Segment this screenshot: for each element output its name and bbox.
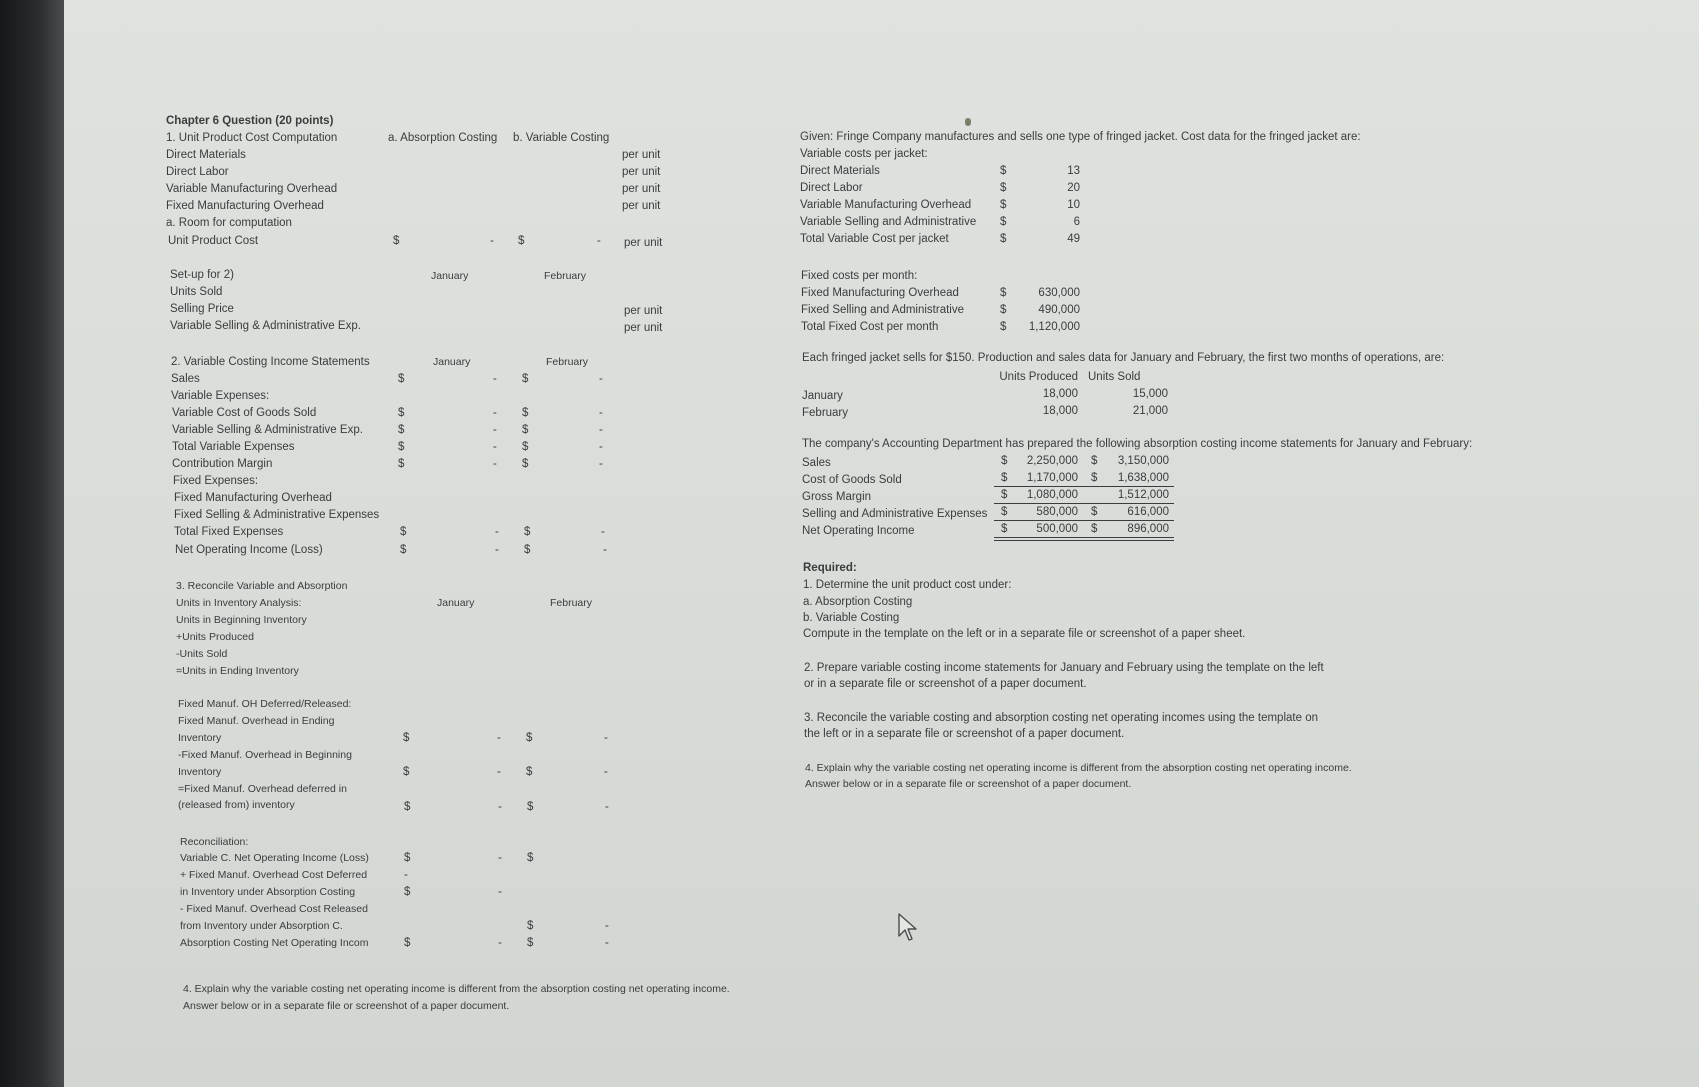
dollar-sign: $ [526,732,533,744]
dash-cell[interactable]: - [604,766,608,778]
fixed-costs-heading: Fixed costs per month: [801,270,918,282]
s2-jan-header: January [433,356,471,368]
row-var-noi[interactable]: Variable C. Net Operating Income (Loss) [180,852,369,864]
reconciliation-heading: Reconciliation: [180,836,249,848]
dollar-sign: $ [524,526,531,538]
dash-cell[interactable]: - [597,235,601,247]
per-unit-label: per unit [622,149,661,161]
dash-cell[interactable]: - [601,526,605,538]
var-item-value: 6 [1073,216,1080,228]
dollar-sign: $ [393,235,400,247]
dollar-sign: $ [1000,287,1007,299]
subtotal-rule [994,486,1174,487]
dollar-sign: $ [1000,321,1007,333]
var-item-label: Variable Manufacturing Overhead [800,199,972,211]
dollar-sign: $ [527,937,534,949]
row-unit-product-cost[interactable]: Unit Product Cost [168,235,259,247]
dollar-sign: $ [398,441,405,453]
row-selling-price[interactable]: Selling Price [170,303,234,315]
row-fixed-expenses[interactable]: Fixed Expenses: [173,475,259,487]
abs-feb-value: 1,512,000 [1117,489,1169,501]
var-item-label: Direct Materials [800,165,880,177]
dash-cell[interactable]: - [498,886,502,898]
dollar-sign: $ [1001,506,1008,518]
row-net-operating-income[interactable]: Net Operating Income (Loss) [175,544,323,556]
row-from-inventory-absorption[interactable]: from Inventory under Absorption C. [180,920,343,932]
var-item-value: 49 [1067,233,1080,245]
required-line: a. Absorption Costing [803,596,913,608]
row-units-sold-rec[interactable]: -Units Sold [176,648,228,660]
dollar-sign: $ [518,235,525,247]
required-line: Answer below or in a separate file or screenshot of a paper document. [805,778,1132,790]
dollar-sign: $ [398,424,405,436]
prod-month: January [802,390,843,402]
dollar-sign: $ [1000,233,1007,245]
fixed-item-value: 630,000 [1038,287,1080,299]
var-item-label: Direct Labor [800,182,863,194]
given-text: Given: Fringe Company manufactures and sells one type of fringed jacket. Cost data for the fringed jacket are: [800,131,1361,143]
per-unit-label: per unit [622,183,661,195]
variable-col-header: b. Variable Costing [513,132,610,144]
abs-feb-value: 1,638,000 [1117,472,1169,484]
row-total-fixed-exp[interactable]: Total Fixed Expenses [174,526,284,538]
prod-month: February [802,407,849,419]
prod-sold: 15,000 [1132,388,1168,400]
accounting-text: The company's Accounting Department has prepared the following absorption costing income statements for January and February: [802,438,1473,450]
dollar-sign: $ [404,886,411,898]
row-units-produced[interactable]: +Units Produced [176,631,254,643]
dash-cell[interactable]: - [605,937,609,949]
sells-text: Each fringed jacket sells for $150. Production and sales data for January and February, the first two months of operations, are: [802,352,1445,364]
abs-label: Gross Margin [802,491,872,503]
dash-cell[interactable]: - [493,458,497,470]
absorption-col-header: a. Absorption Costing [388,132,498,144]
row-units-inventory-analysis[interactable]: Units in Inventory Analysis: [176,597,302,609]
required-line: the left or in a separate file or screenshot of a paper document. [804,728,1125,740]
var-item-label: Variable Selling and Administrative [800,216,977,228]
dollar-sign: $ [527,920,534,932]
s3-jan-header: January [437,597,475,609]
row-total-var-exp[interactable]: Total Variable Expenses [172,441,295,453]
dash-cell[interactable]: - [498,852,502,864]
row-fixed-sa-exp[interactable]: Fixed Selling & Administrative Expenses [174,509,380,521]
fixed-item-value: 1,120,000 [1028,321,1080,333]
dollar-sign: $ [1001,489,1008,501]
row-var-cogs[interactable]: Variable Cost of Goods Sold [172,407,317,419]
dollar-sign: $ [527,801,534,813]
abs-label: Sales [802,457,831,469]
dash-cell[interactable]: - [493,407,497,419]
row-inventory[interactable]: Inventory [178,732,222,744]
abs-jan-value: 580,000 [1036,506,1078,518]
dollar-sign: $ [404,852,411,864]
s2-feb-header: February [546,356,589,368]
row-inventory[interactable]: Inventory [178,766,222,778]
dash-cell[interactable]: - [490,235,494,247]
fixed-item-label: Fixed Selling and Administrative [801,304,964,316]
dash-cell[interactable]: - [493,373,497,385]
dash-cell[interactable]: - [498,801,502,813]
fixed-item-label: Total Fixed Cost per month [801,321,939,333]
section3-heading: 3. Reconcile Variable and Absorption [176,580,348,592]
dollar-sign: $ [398,458,405,470]
per-unit-label: per unit [622,200,661,212]
per-unit-label: per unit [622,166,661,178]
dash-cell[interactable]: - [605,920,609,932]
abs-label: Net Operating Income [802,525,915,537]
decorative-dot [965,118,971,126]
section4-line2: Answer below or in a separate file or screenshot of a paper document. [183,1000,510,1012]
dollar-sign: $ [1091,455,1098,467]
units-sold-header: Units Sold [1088,371,1141,383]
abs-feb-value: 616,000 [1127,506,1169,518]
section1-heading: 1. Unit Product Cost Computation [166,132,338,144]
required-line: 2. Prepare variable costing income statements for January and February using the template on the left [804,662,1324,674]
setup-heading: Set-up for 2) [170,269,234,281]
dollar-sign: $ [1000,199,1007,211]
dollar-sign: $ [526,766,533,778]
dollar-sign: $ [1091,506,1098,518]
subtotal-rule [994,520,1174,521]
required-line: 1. Determine the unit product cost under: [803,579,1012,591]
required-line: b. Variable Costing [803,612,900,624]
dollar-sign: $ [1091,472,1098,484]
row-in-inventory-absorption[interactable]: in Inventory under Absorption Costing [180,886,356,898]
mouse-pointer-icon [897,912,919,942]
dash-cell[interactable]: - [497,766,501,778]
row-fixed-oh-cost-released[interactable]: - Fixed Manuf. Overhead Cost Released [180,903,368,915]
s3-feb-header: February [550,597,593,609]
row-released-from-inv[interactable]: (released from) inventory [178,799,295,811]
prod-produced: 18,000 [1042,388,1078,400]
dash-cell[interactable]: - [404,869,408,881]
required-line: 3. Reconcile the variable costing and absorption costing net operating incomes using the template on [804,712,1318,724]
setup-feb-header: February [544,270,587,282]
var-item-value: 13 [1067,165,1080,177]
row-fixed-mfg-oh[interactable]: Fixed Manufacturing Overhead [166,200,324,212]
row-absorption-noi[interactable]: Absorption Costing Net Operating Incom [180,937,369,949]
question-title: Chapter 6 Question (20 points) [166,115,334,127]
prod-sold: 21,000 [1132,405,1168,417]
dollar-sign: $ [404,801,411,813]
dollar-sign: $ [400,526,407,538]
dollar-sign: $ [398,407,405,419]
monitor-bezel [0,0,64,1087]
dollar-sign: $ [522,458,529,470]
row-direct-labor[interactable]: Direct Labor [166,166,229,178]
abs-jan-value: 2,250,000 [1026,455,1078,467]
dollar-sign: $ [522,424,529,436]
dash-cell[interactable]: - [599,424,603,436]
row-room-for-computation[interactable]: a. Room for computation [166,217,292,229]
dollar-sign: $ [522,407,529,419]
row-contribution-margin[interactable]: Contribution Margin [172,458,273,470]
row-variable-expenses[interactable]: Variable Expenses: [171,390,270,402]
row-fixed-mfg-oh-exp[interactable]: Fixed Manufacturing Overhead [174,492,332,504]
dollar-sign: $ [404,937,411,949]
dash-cell[interactable]: - [495,526,499,538]
row-fixed-oh-deferred-in[interactable]: =Fixed Manuf. Overhead deferred in [178,783,347,795]
var-item-label: Total Variable Cost per jacket [800,233,949,245]
fixed-item-value: 490,000 [1038,304,1080,316]
dollar-sign: $ [524,544,531,556]
fixed-item-label: Fixed Manufacturing Overhead [801,287,959,299]
total-double-rule [994,540,1174,541]
required-heading: Required: [803,562,857,574]
dollar-sign: $ [522,373,529,385]
dollar-sign: $ [1000,182,1007,194]
row-units-beginning-inv[interactable]: Units in Beginning Inventory [176,614,307,626]
dollar-sign: $ [1000,216,1007,228]
row-variable-mfg-oh[interactable]: Variable Manufacturing Overhead [166,183,338,195]
required-line: 4. Explain why the variable costing net operating income is different from the absorption costing net operating income. [805,762,1352,774]
row-units-sold[interactable]: Units Sold [170,286,223,298]
section4-line1: 4. Explain why the variable costing net operating income is different from the absorption costing net operating income. [183,983,730,995]
required-line: or in a separate file or screenshot of a paper document. [804,678,1087,690]
abs-label: Cost of Goods Sold [802,474,902,486]
dash-cell[interactable]: - [495,544,499,556]
per-unit-label: per unit [624,322,663,334]
dollar-sign: $ [1001,523,1008,535]
row-units-ending-inv[interactable]: =Units in Ending Inventory [176,665,299,677]
dash-cell[interactable]: - [599,458,603,470]
dash-cell[interactable]: - [498,937,502,949]
dash-cell[interactable]: - [603,544,607,556]
section2-heading: 2. Variable Costing Income Statements [171,356,370,368]
dollar-sign: $ [398,373,405,385]
dash-cell[interactable]: - [599,407,603,419]
dash-cell[interactable]: - [604,732,608,744]
abs-feb-value: 3,150,000 [1117,455,1169,467]
dollar-sign: $ [400,544,407,556]
variable-costs-heading: Variable costs per jacket: [800,148,928,160]
dollar-sign: $ [1091,523,1098,535]
row-var-selling-admin[interactable]: Variable Selling & Administrative Exp. [170,320,361,332]
row-fixed-oh-beginning[interactable]: -Fixed Manuf. Overhead in Beginning [178,749,352,761]
dash-cell[interactable]: - [493,441,497,453]
per-unit-label: per unit [624,305,663,317]
var-item-value: 20 [1067,182,1080,194]
dash-cell[interactable]: - [599,441,603,453]
abs-label: Selling and Administrative Expenses [802,508,988,520]
setup-jan-header: January [431,270,469,282]
dollar-sign: $ [403,732,410,744]
row-fixed-oh-deferred[interactable]: Fixed Manuf. OH Deferred/Released: [178,698,352,710]
dollar-sign: $ [403,766,410,778]
dollar-sign: $ [1000,304,1007,316]
row-sales[interactable]: Sales [171,373,200,385]
dash-cell[interactable]: - [599,373,603,385]
var-item-value: 10 [1067,199,1080,211]
total-rule [994,537,1174,538]
row-fixed-oh-ending[interactable]: Fixed Manuf. Overhead in Ending [178,715,335,727]
dash-cell[interactable]: - [493,424,497,436]
row-var-sa-exp[interactable]: Variable Selling & Administrative Exp. [172,424,363,436]
abs-jan-value: 1,170,000 [1026,472,1078,484]
per-unit-label: per unit [624,237,663,249]
dollar-sign: $ [1000,165,1007,177]
prod-produced: 18,000 [1042,405,1078,417]
row-fixed-oh-cost-deferred[interactable]: + Fixed Manuf. Overhead Cost Deferred [180,869,368,881]
required-line: Compute in the template on the left or in a separate file or screenshot of a paper sheet. [803,628,1246,640]
dollar-sign: $ [1001,455,1008,467]
dollar-sign: $ [522,441,529,453]
abs-jan-value: 500,000 [1036,523,1078,535]
subtotal-rule [994,503,1174,504]
dollar-sign: $ [527,852,534,864]
dollar-sign: $ [1001,472,1008,484]
units-produced-header: Units Produced [999,371,1078,383]
abs-jan-value: 1,080,000 [1026,489,1078,501]
dash-cell[interactable]: - [605,801,609,813]
dash-cell[interactable]: - [497,732,501,744]
row-direct-materials[interactable]: Direct Materials [166,149,246,161]
abs-feb-value: 896,000 [1127,523,1169,535]
